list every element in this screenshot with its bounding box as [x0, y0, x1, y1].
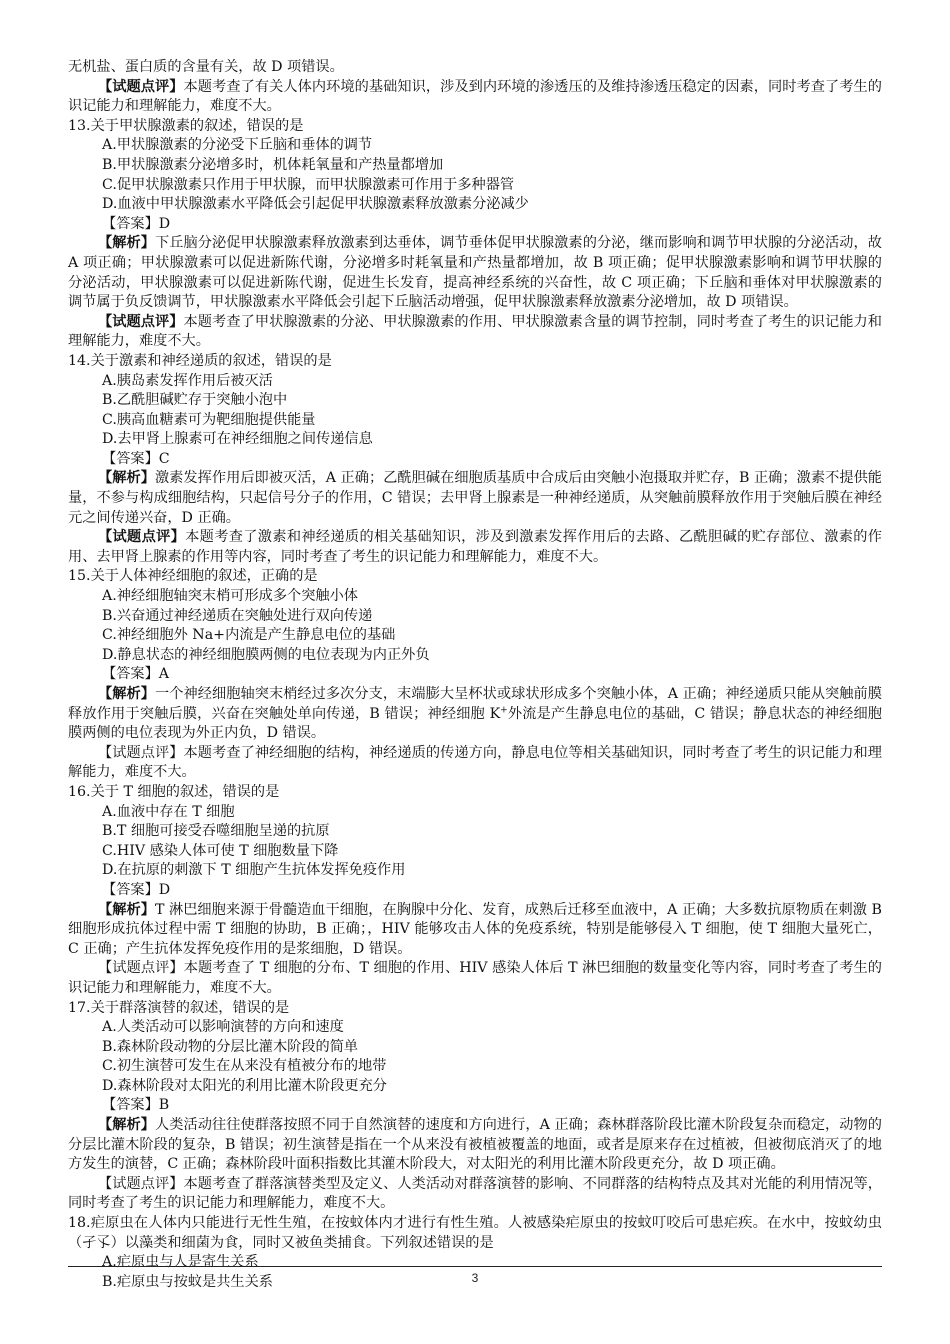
comment-text: 本题考查了神经细胞的结构，神经递质的传递方向，静息电位等相关基础知识，同时考查了考生的识记能力和理解能力，难度不大。	[68, 744, 882, 781]
comment	[68, 528, 882, 567]
superscript-plus: +	[500, 704, 508, 715]
comment	[68, 1175, 882, 1214]
option: B.疟原虫与按蚊是共生关系	[102, 1273, 273, 1290]
question-stem: 14.关于激素和神经递质的叙述，错误的是	[68, 352, 332, 369]
intro-tail: 无机盐、蛋白质的含量有关，故 D 项错误。	[68, 59, 344, 75]
comment	[68, 744, 882, 783]
comment-label: 【试题点评】	[98, 1175, 184, 1192]
analysis	[68, 901, 882, 960]
comment	[68, 313, 882, 352]
comment-label: 【试题点评】	[98, 78, 184, 95]
analysis-text: T 淋巴细胞来源于骨髓造血干细胞，在胸腺中分化、发育，成熟后迁移至血液中，A 正确；大多数抗原物质在刺激 B 细胞形成抗体过程中需 T 细胞的协助，B 正确；，HIV 能够攻击人体的免疫系统，特别是能够侵入 T 细胞，使 T 细胞大量死亡，C 正确；产生抗体发挥免疫作用的是浆细胞，D 错误。	[68, 901, 882, 957]
answer: 【答案】D	[102, 881, 171, 898]
analysis	[68, 1116, 882, 1175]
analysis-text: 人类活动往往使群落按照不同于自然演替的速度和方向进行，A 正确；森林群落阶段比灌木阶段复杂而稳定，动物的分层比灌木阶段的复杂，B 错误；初生演替是指在一个从来没有被植被覆盖的地面，或者是原来存在过植被，但被彻底消灭了的地方发生的演替，C 正确；森林阶段叶面积指数比其灌木阶段大，对太阳光的利用比灌木阶段更充分，故 D 项正确。	[68, 1117, 882, 1173]
option: C.初生演替可发生在从来没有植被分布的地带	[102, 1058, 387, 1075]
analysis	[68, 469, 882, 528]
question-stem: 16.关于 T 细胞的叙述，错误的是	[68, 783, 280, 800]
question-stem: 15.关于人体神经细胞的叙述，正确的是	[68, 568, 318, 585]
option: D.去甲肾上腺素可在神经细胞之间传递信息	[102, 431, 373, 448]
comment	[68, 959, 882, 998]
comment-text: 本题考查了 T 细胞的分布、T 细胞的作用、HIV 感染人体后 T 淋巴细胞的数量变化等内容，同时考查了考生的识记能力和理解能力，难度不大。	[68, 960, 882, 996]
answer: 【答案】A	[102, 666, 169, 683]
option: B.森林阶段动物的分层比灌木阶段的简单	[102, 1038, 359, 1055]
analysis-label: 【解析】	[98, 1117, 155, 1134]
answer: 【答案】B	[102, 1097, 170, 1114]
option: D.静息状态的神经细胞膜两侧的电位表现为内正外负	[102, 646, 430, 663]
analysis-text: 激素发挥作用后即被灭活，A 正确；乙酰胆碱在细胞质基质中合成后由突触小泡摄取并贮存，B 正确；激素不提供能量，不参与构成细胞结构，只起信号分子的作用，C 错误；去甲肾上腺素是一种神经递质，从突触前膜释放作用于突触后膜在神经元之间传递兴奋，D 正确。	[68, 470, 882, 526]
option: A.神经细胞轴突末梢可形成多个突触小体	[102, 588, 358, 605]
footer-divider	[68, 1266, 882, 1267]
answer: 【答案】C	[102, 450, 170, 467]
comment-label: 【试题点评】	[98, 529, 186, 546]
option: A.人类活动可以影响演替的方向和速度	[102, 1019, 344, 1036]
option: A.疟原虫与人是寄生关系	[102, 1254, 259, 1271]
comment-label: 【试题点评】	[98, 744, 184, 761]
comment-text: 本题考查了激素和神经递质的相关基础知识，涉及到激素发挥作用后的去路、乙酰胆碱的贮存部位、激素的作用、去甲肾上腺素的作用等内容，同时考查了考生的识记能力和理解能力，难度不大。	[68, 529, 882, 565]
question-stem: 18.疟原虫在人体内只能进行无性生殖，在按蚊体内才进行有性生殖。人被感染疟原虫的按蚊叮咬后可患疟疾。在水中，按蚊幼虫（孑孓）以藻类和细菌为食，同时又被鱼类捕食。下列叙述错误的是	[68, 1215, 882, 1251]
analysis-text-post: 外流是产生静息电位的基础，C 错误；静息状态的神经细胞膜两侧的电位表现为外正内负，D 错误。	[68, 705, 882, 742]
analysis	[68, 234, 882, 312]
comment-text: 本题考查了群落演替类型及定义、人类活动对群落演替的影响、不同群落的结构特点及其对光能的利用情况等，同时考查了考生的识记能力和理解能力，难度不大。	[68, 1175, 882, 1212]
option: B.乙酰胆碱贮存于突触小泡中	[102, 392, 288, 409]
option: D.森林阶段对太阳光的利用比灌木阶段更充分	[102, 1077, 387, 1094]
comment-label: 【试题点评】	[98, 960, 184, 977]
page-number: 3	[471, 1271, 479, 1285]
analysis-label: 【解析】	[98, 470, 155, 487]
comment-text: 本题考查了甲状腺激素的分泌、甲状腺激素的作用、甲状腺激素含量的调节控制，同时考查了考生的识记能力和理解能力，难度不大。	[68, 313, 882, 350]
option: D.在抗原的刺激下 T 细胞产生抗体发挥免疫作用	[102, 862, 406, 879]
option: A.甲状腺激素的分泌受下丘脑和垂体的调节	[102, 137, 373, 154]
option: C.HIV 感染人体可使 T 细胞数量下降	[102, 842, 339, 859]
option: C.胰高血糖素可为靶细胞提供能量	[102, 411, 316, 428]
analysis-label: 【解析】	[98, 901, 155, 918]
option: C.促甲状腺激素只作用于甲状腺，而甲状腺激素可作用于多种器管	[102, 176, 515, 193]
option: B.T 细胞可接受吞噬细胞呈递的抗原	[102, 823, 330, 840]
analysis-text-pre: 一个神经细胞轴突末梢经过多次分支，末端膨大呈杯状或球状形成多个突触小体，A 正确；神经递质只能从突触前膜释放作用于突触后膜，兴奋在突触处单向传递，B 错误；神经细胞 K	[68, 686, 882, 722]
answer: 【答案】D	[102, 215, 171, 232]
question-stem: 13.关于甲状腺激素的叙述，错误的是	[68, 117, 304, 134]
analysis-label: 【解析】	[98, 686, 155, 702]
question-stem: 17.关于群落演替的叙述，错误的是	[68, 999, 290, 1016]
option: B.兴奋通过神经递质在突触处进行双向传递	[102, 607, 373, 624]
option: C.神经细胞外 Na+内流是产生静息电位的基础	[102, 627, 396, 644]
analysis	[68, 685, 882, 744]
option: A.胰岛素发挥作用后被灭活	[102, 372, 273, 389]
analysis-label: 【解析】	[98, 235, 156, 252]
intro-comment	[68, 78, 882, 117]
analysis-text: 下丘脑分泌促甲状腺激素释放激素到达垂体，调节垂体促甲状腺激素的分泌，继而影响和调节甲状腺的分泌活动，故 A 项正确；甲状腺激素可以促进新陈代谢，分泌增多时耗氧量和产热量都增加，故 B 项正确；促甲状腺激素影响和调节甲状腺的分泌活动，甲状腺激素可以促进新陈代谢，促进生长发育，提高神经系统的兴奋性，故 C 项正确；下丘脑和垂体对甲状腺激素的调节属于负反馈调节，甲状腺激素水平降低会引起下丘脑活动增强，促甲状腺激素释放激素分泌增加，故 D 项错误。	[68, 235, 882, 311]
option: B.甲状腺激素分泌增多时，机体耗氧量和产热量都增加	[102, 156, 444, 173]
option: A.血液中存在 T 细胞	[102, 803, 235, 820]
comment-text: 本题考查了有关人体内环境的基础知识，涉及到内环境的渗透压的及维持渗透压稳定的因素，同时考查了考生的识记能力和理解能力，难度不大。	[68, 78, 882, 115]
option: D.血液中甲状腺激素水平降低会引起促甲状腺激素释放激素分泌减少	[102, 196, 529, 213]
document-page	[68, 58, 882, 1292]
comment-label: 【试题点评】	[98, 313, 184, 330]
